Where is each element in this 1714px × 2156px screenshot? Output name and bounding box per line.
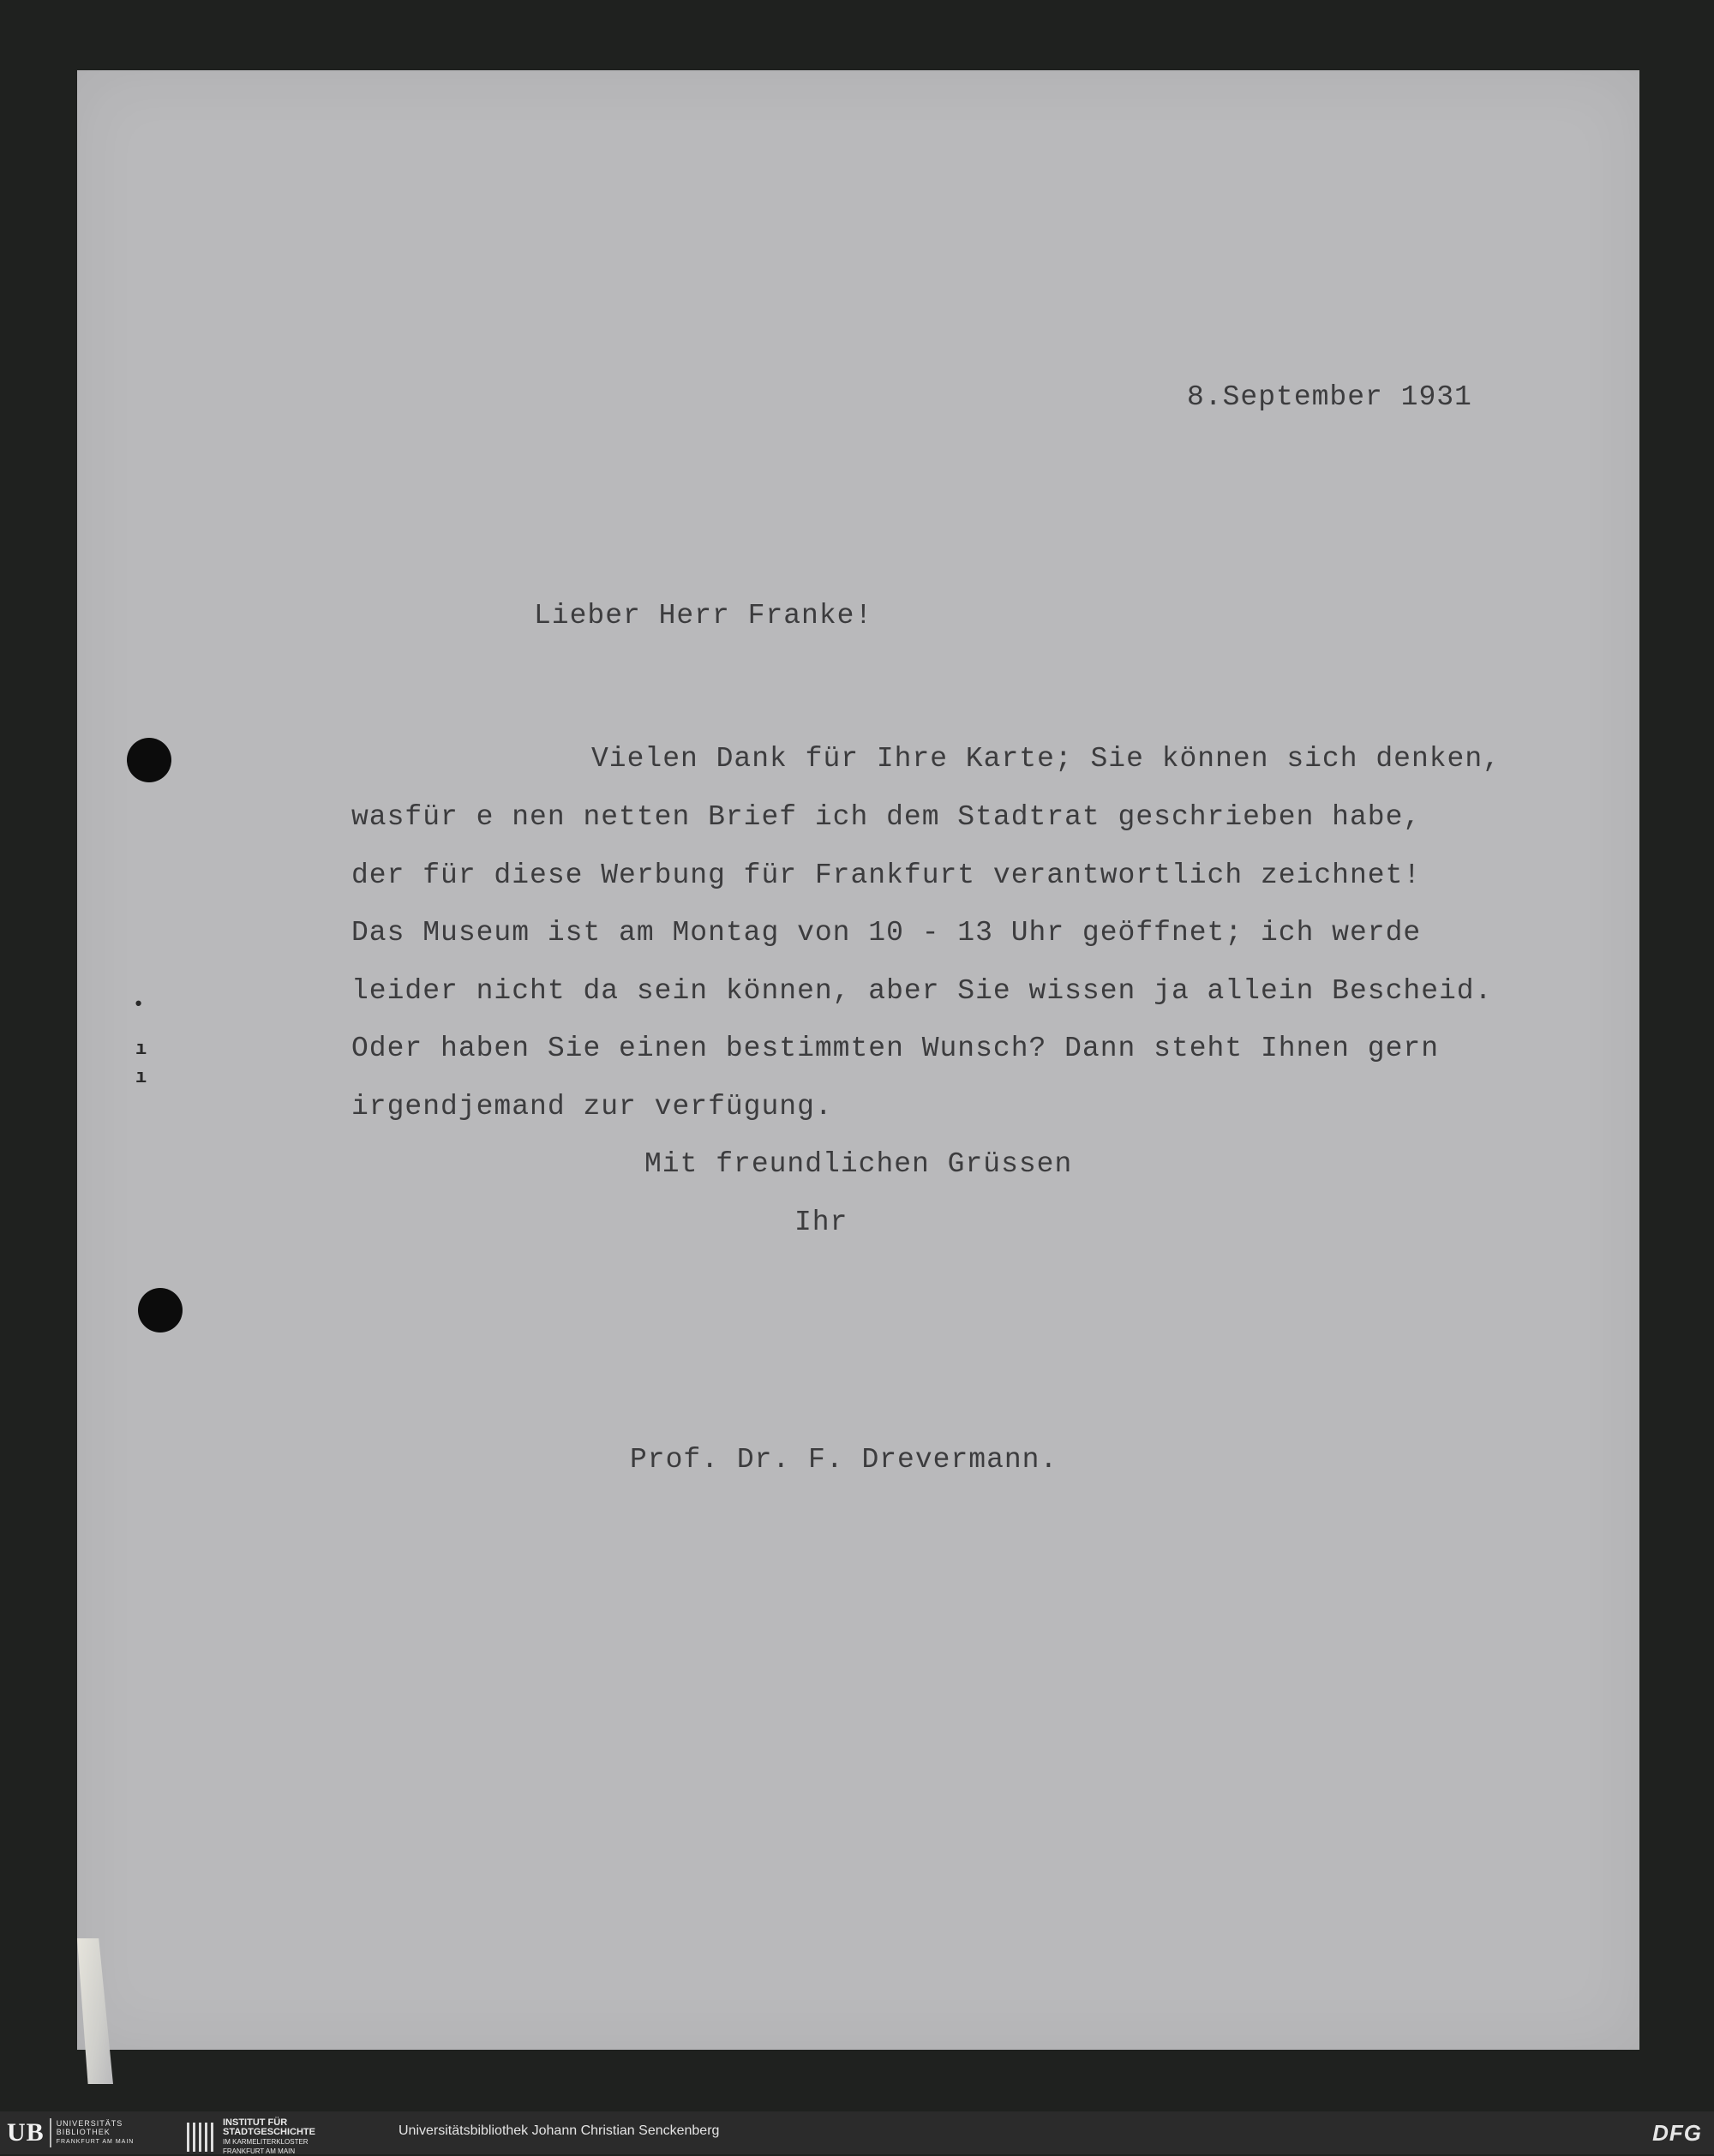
letter-body-line: Oder haben Sie einen bestimmten Wunsch? Dann steht Ihnen gern [351,1033,1439,1064]
paper-fold [77,1938,113,2084]
letter-closing: Mit freundlichen Grüssen [644,1148,1073,1180]
ub-logo[interactable] [7,2118,134,2147]
letter-body-line: Vielen Dank für Ihre Karte; Sie können sich denken, [591,743,1501,775]
letter-body-line: irgendjemand zur verfügung. [351,1091,833,1123]
ub-line: BIBLIOTHEK [56,2128,111,2136]
ub-logo-mark: UB [7,2118,51,2147]
letter-body-line: der für diese Werbung für Frankfurt verantwortlich zeichnet! [351,859,1422,891]
ifs-line: FRANKFURT AM MAIN [223,2147,296,2155]
ub-line: UNIVERSITÄTS [56,2119,123,2128]
margin-mark: • [133,994,145,1015]
letter-body-line: leider nicht da sein können, aber Sie wissen ja allein Bescheid. [351,975,1493,1007]
letter-salutation: Lieber Herr Franke! [534,600,873,632]
dfg-logo[interactable]: DFG [1652,2120,1702,2146]
letter-body-line: Das Museum ist am Montag von 10 - 13 Uhr geöffnet; ich werde [351,917,1422,949]
ifs-line: STADTGESCHICHTE [223,2127,315,2137]
punch-hole-bottom [138,1288,183,1333]
letter-closing-ihr: Ihr [794,1207,848,1238]
ifs-logo[interactable] [187,2118,315,2156]
footer-caption: Universitätsbibliothek Johann Christian Senckenberg [399,2123,720,2138]
margin-mark: ı [135,1067,147,1088]
viewer-footer [0,2111,1714,2154]
letter-body-line: wasfür e nen netten Brief ich dem Stadtrat geschrieben habe, [351,801,1422,833]
punch-hole-top [127,738,171,782]
ifs-line: INSTITUT FÜR [223,2117,288,2128]
ifs-line: IM KARMELITERKLOSTER [223,2138,309,2146]
margin-mark: ı [135,1039,147,1060]
ifs-logo-text [223,2118,315,2156]
letter-signature: Prof. Dr. F. Drevermann. [630,1444,1058,1476]
ub-logo-text [57,2119,135,2147]
ifs-columns-icon [187,2123,216,2152]
letter-date: 8.September 1931 [1187,381,1472,413]
ub-line: FRANKFURT AM MAIN [56,2139,135,2145]
